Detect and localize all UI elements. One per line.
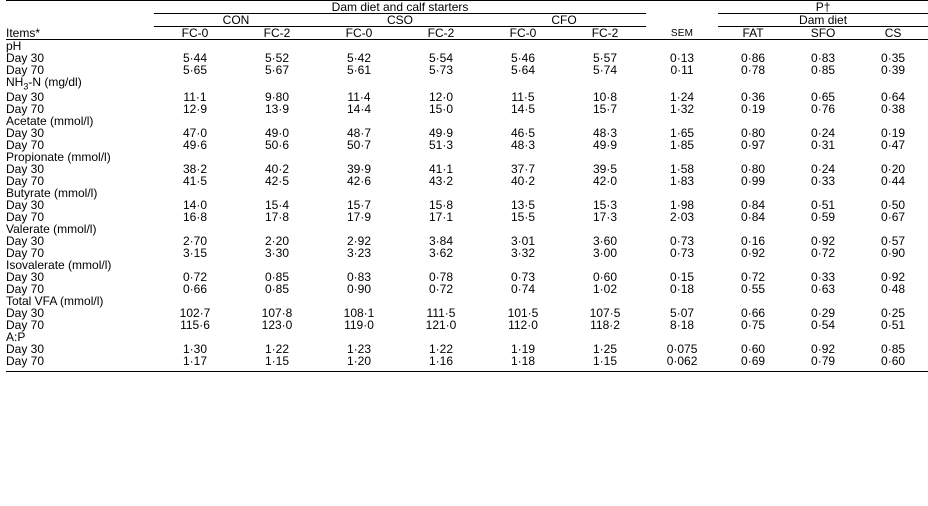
data-cell: 0·80 — [741, 126, 766, 141]
data-cell: 3·32 — [510, 246, 536, 261]
section-label: Acetate (mmol/l) — [6, 114, 94, 129]
data-cell: 49·9 — [593, 138, 618, 153]
data-cell: 11·5 — [511, 90, 535, 105]
data-cell: 123·0 — [261, 318, 293, 333]
table-row — [6, 52, 928, 64]
data-cell: 14·0 — [182, 198, 208, 213]
data-cell: 0·38 — [881, 102, 906, 117]
data-cell: 1·30 — [182, 342, 208, 357]
data-cell: 0·19 — [881, 126, 906, 141]
data-cell: 48·3 — [593, 126, 618, 141]
data-cell: 0·51 — [811, 198, 836, 213]
data-cell: 40·2 — [510, 174, 536, 189]
data-cell: 15·3 — [593, 198, 618, 213]
section-label: Isovalerate (mmol/l) — [6, 258, 112, 273]
table-row — [6, 271, 928, 283]
section-empty-cell — [482, 76, 564, 91]
data-cell: 11·4 — [347, 90, 371, 105]
data-cell: 0·66 — [741, 306, 766, 321]
data-cell: 41·5 — [182, 174, 208, 189]
row-label: Day 30 — [6, 51, 45, 65]
data-cell: 5·07 — [670, 306, 695, 321]
data-cell: 51·3 — [428, 138, 454, 153]
data-cell: 39·9 — [346, 162, 372, 177]
data-cell: 3·23 — [346, 246, 372, 261]
data-cell: 39·5 — [593, 162, 618, 177]
data-cell: 5·52 — [264, 51, 290, 65]
header-row-spanning — [6, 1, 928, 14]
row-label: Day 30 — [6, 90, 45, 105]
data-cell: 5·65 — [182, 63, 208, 77]
data-cell: 11·1 — [183, 90, 207, 105]
header-group-dam-diet: Dam diet — [718, 14, 928, 27]
data-cell: 0·63 — [811, 282, 836, 297]
header-row-groups — [6, 14, 928, 27]
data-cell: 0·83 — [346, 270, 372, 285]
data-cell: 1·24 — [670, 90, 695, 105]
data-cell: 50·7 — [346, 138, 372, 153]
data-cell: 1·20 — [346, 354, 372, 369]
section-label: Butyrate (mmol/l) — [6, 186, 98, 201]
results-table — [6, 0, 928, 372]
data-cell: 5·74 — [593, 63, 618, 77]
data-cell: 1·02 — [593, 282, 618, 297]
data-cell: 14·4 — [346, 102, 372, 117]
section-empty-cell — [646, 76, 718, 91]
row-label: Day 30 — [6, 162, 45, 177]
data-cell: 0·16 — [741, 234, 766, 249]
row-label: Day 70 — [6, 210, 45, 225]
header-dam-diet-and-calf-starters: Dam diet and calf starters — [154, 1, 646, 14]
bottom-rule-row — [6, 367, 928, 372]
table-row — [6, 235, 928, 247]
header-spacer-sem — [646, 1, 718, 14]
data-cell: 119·0 — [344, 318, 374, 333]
data-cell: 38·2 — [182, 162, 208, 177]
data-cell: 37·7 — [510, 162, 536, 177]
header-spacer-sem-2 — [646, 14, 718, 27]
data-cell: 9·80 — [264, 90, 290, 105]
data-cell: 0·36 — [741, 90, 766, 105]
data-cell: 1·85 — [670, 138, 695, 153]
data-cell: 0·92 — [811, 342, 836, 357]
data-cell: 5·57 — [593, 51, 618, 65]
row-label: Day 30 — [6, 126, 45, 141]
data-cell: 1·23 — [346, 342, 372, 357]
data-cell: 1·32 — [670, 102, 695, 117]
section-label: $NH_3-N$ (mg/dl) — [6, 75, 82, 92]
header-con-fc0: FC-0 — [154, 27, 236, 40]
data-cell: 0·062 — [666, 354, 698, 369]
row-label: Day 70 — [6, 102, 45, 117]
data-cell: 15·0 — [428, 102, 454, 117]
data-cell: 111·5 — [426, 306, 456, 321]
data-cell: 0·075 — [666, 342, 698, 357]
header-p-value: P† — [718, 1, 928, 14]
header-cfo-fc0: FC-0 — [482, 27, 564, 40]
row-label: Day 70 — [6, 318, 45, 333]
table-row — [6, 64, 928, 76]
data-cell: 0·33 — [811, 174, 836, 189]
data-cell: 14·5 — [510, 102, 536, 117]
data-cell: 0·51 — [881, 318, 906, 333]
header-cso-fc0: FC-0 — [318, 27, 400, 40]
data-cell: 112·0 — [508, 318, 538, 333]
data-cell: 1·65 — [670, 126, 695, 141]
data-cell: 48·7 — [346, 126, 372, 141]
header-spacer-2 — [6, 14, 154, 27]
data-cell: 5·64 — [510, 63, 536, 77]
section-empty-cell — [236, 76, 318, 91]
section-empty-cell — [858, 76, 928, 91]
data-cell: 42·6 — [346, 174, 372, 189]
table-row — [6, 343, 928, 355]
data-cell: 0·74 — [510, 282, 536, 297]
row-label: Day 70 — [6, 138, 45, 153]
section-empty-cell — [154, 76, 236, 91]
data-cell: 17·9 — [346, 210, 372, 225]
data-cell: 0·78 — [741, 63, 766, 77]
data-cell: 1·19 — [510, 342, 536, 357]
data-cell: 0·92 — [811, 234, 836, 249]
data-cell: 49·9 — [428, 126, 454, 141]
row-label: Day 30 — [6, 234, 45, 249]
data-cell: 48·3 — [510, 138, 536, 153]
data-cell: 15·5 — [510, 210, 536, 225]
table-body — [6, 40, 928, 368]
data-cell: 0·92 — [741, 246, 766, 261]
section-label: Propionate (mmol/l) — [6, 150, 111, 165]
data-cell: 47·0 — [182, 126, 208, 141]
table-row — [6, 91, 928, 103]
data-cell: 0·60 — [741, 342, 766, 357]
header-group-con: CON — [154, 14, 318, 27]
bottom-rule — [6, 367, 928, 372]
data-cell: 0·90 — [881, 246, 906, 261]
data-cell: 0·11 — [670, 63, 694, 77]
data-cell: 0·76 — [811, 102, 836, 117]
data-cell: 0·33 — [811, 270, 836, 285]
data-cell: 43·2 — [428, 174, 454, 189]
data-cell: 115·6 — [180, 318, 210, 333]
data-cell: 1·25 — [593, 342, 618, 357]
row-label: Day 30 — [6, 198, 45, 213]
data-cell: 3·30 — [264, 246, 290, 261]
table-section-row — [6, 187, 928, 199]
data-cell: 0·97 — [741, 138, 766, 153]
data-cell: 0·84 — [741, 210, 766, 225]
data-cell: 13·5 — [510, 198, 536, 213]
data-cell: 0·85 — [811, 63, 836, 77]
data-cell: 102·7 — [179, 306, 211, 321]
data-cell: 0·84 — [741, 198, 766, 213]
row-label: Day 70 — [6, 282, 45, 297]
table-row — [6, 355, 928, 367]
data-cell: 17·1 — [428, 210, 454, 225]
data-cell: 1·15 — [593, 354, 618, 369]
data-cell: 1·22 — [428, 342, 454, 357]
data-cell: 10·8 — [593, 90, 618, 105]
header-spacer — [6, 1, 154, 14]
data-cell: 13·9 — [264, 102, 290, 117]
data-cell: 0·72 — [428, 282, 454, 297]
section-empty-cell — [788, 76, 858, 91]
data-cell: 0·18 — [670, 282, 695, 297]
row-label: Day 70 — [6, 174, 45, 189]
row-label: Day 30 — [6, 342, 45, 357]
table-section-row — [6, 40, 928, 53]
table-section-row — [6, 76, 928, 91]
row-label: Day 70 — [6, 246, 45, 261]
data-cell: 0·90 — [346, 282, 372, 297]
data-cell: 2·70 — [182, 234, 208, 249]
data-cell: 5·46 — [510, 51, 536, 65]
data-cell: 0·66 — [182, 282, 208, 297]
section-empty-cell — [718, 76, 788, 91]
data-cell: 2·03 — [670, 210, 695, 225]
row-label: Day 70 — [6, 63, 45, 77]
data-cell: 0·72 — [741, 270, 766, 285]
data-cell: 50·6 — [264, 138, 290, 153]
data-cell: 0·79 — [811, 354, 836, 369]
section-empty-cell — [400, 76, 482, 91]
header-fat: FAT — [718, 27, 788, 40]
section-label: pH — [6, 39, 22, 53]
data-cell: 3·62 — [428, 246, 454, 261]
data-cell: 0·13 — [670, 51, 695, 65]
data-cell: 0·72 — [811, 246, 836, 261]
data-cell: 12·9 — [182, 102, 208, 117]
data-cell: 0·48 — [881, 282, 906, 297]
header-group-cso: CSO — [318, 14, 482, 27]
header-sfo: SFO — [788, 27, 858, 40]
data-cell: 5·67 — [264, 63, 290, 77]
data-cell: 42·0 — [593, 174, 618, 189]
data-cell: 3·01 — [510, 234, 536, 249]
section-label: A:P — [6, 330, 26, 345]
data-cell: 15·4 — [264, 198, 290, 213]
data-cell: 42·5 — [264, 174, 290, 189]
data-cell: 0·78 — [428, 270, 454, 285]
table-section-row — [6, 151, 928, 163]
data-cell: 1·16 — [428, 354, 454, 369]
row-label: Day 30 — [6, 306, 45, 321]
data-cell: 0·60 — [881, 354, 906, 369]
data-cell: 5·42 — [346, 51, 372, 65]
data-cell: 0·47 — [881, 138, 906, 153]
data-cell: 108·1 — [343, 306, 375, 321]
section-label: Valerate (mmol/l) — [6, 222, 97, 237]
data-cell: 0·92 — [881, 270, 906, 285]
section-empty-cell — [564, 76, 646, 91]
data-cell: 3·00 — [593, 246, 618, 261]
data-cell: 0·54 — [811, 318, 836, 333]
data-cell: 1·58 — [670, 162, 695, 177]
data-cell: 0·24 — [811, 162, 836, 177]
data-cell: 0·35 — [881, 51, 906, 65]
table-section-row — [6, 331, 928, 343]
data-cell: 0·75 — [741, 318, 766, 333]
section-empty-cell — [318, 76, 400, 91]
row-label: Day 70 — [6, 354, 45, 369]
header-row-columns — [6, 27, 928, 40]
data-cell: 0·73 — [670, 246, 695, 261]
table-section-row — [6, 223, 928, 235]
data-cell: 1·15 — [264, 354, 290, 369]
data-cell: 15·7 — [593, 102, 618, 117]
data-cell: 49·6 — [182, 138, 208, 153]
data-cell: 16·8 — [182, 210, 208, 225]
data-cell: 1·98 — [670, 198, 695, 213]
data-cell: 101·5 — [507, 306, 539, 321]
data-cell: 2·92 — [346, 234, 372, 249]
data-cell: 0·50 — [881, 198, 906, 213]
data-cell: 46·5 — [510, 126, 536, 141]
header-items: Items* — [6, 27, 154, 40]
table-row — [6, 163, 928, 175]
header-cfo-fc2: FC-2 — [564, 27, 646, 40]
data-cell: 0·99 — [741, 174, 766, 189]
section-label: Total VFA (mmol/l) — [6, 294, 104, 309]
data-cell: 1·17 — [182, 354, 208, 369]
data-cell: 0·69 — [741, 354, 766, 369]
table-row — [6, 127, 928, 139]
data-cell: 121·0 — [425, 318, 457, 333]
data-cell: 2·20 — [264, 234, 290, 249]
header-cso-fc2: FC-2 — [400, 27, 482, 40]
data-cell: 0·72 — [182, 270, 208, 285]
data-cell: 3·15 — [182, 246, 208, 261]
data-cell: 3·60 — [593, 234, 618, 249]
data-cell: 0·59 — [811, 210, 836, 225]
data-cell: 0·85 — [881, 342, 906, 357]
data-cell: 0·24 — [811, 126, 836, 141]
data-cell: 0·15 — [670, 270, 695, 285]
data-cell: 107·8 — [261, 306, 293, 321]
row-label: Day 30 — [6, 270, 45, 285]
table-section-row — [6, 295, 928, 307]
data-cell: 0·67 — [881, 210, 906, 225]
data-cell: 107·5 — [589, 306, 621, 321]
data-cell: 0·73 — [510, 270, 536, 285]
data-cell: 0·65 — [811, 90, 836, 105]
data-cell: 1·18 — [510, 354, 536, 369]
header-con-fc2: FC-2 — [236, 27, 318, 40]
table-row — [6, 307, 928, 319]
data-cell: 5·54 — [428, 51, 454, 65]
data-cell: 0·29 — [811, 306, 836, 321]
data-cell: 15·7 — [346, 198, 372, 213]
header-group-cfo: CFO — [482, 14, 646, 27]
data-cell: 12·0 — [428, 90, 454, 105]
data-cell: 8·18 — [670, 318, 695, 333]
data-cell: 0·80 — [741, 162, 766, 177]
header-cs: CS — [858, 27, 928, 40]
data-cell: 5·44 — [182, 51, 208, 65]
data-cell: 1·83 — [670, 174, 695, 189]
data-cell: 41·1 — [428, 162, 454, 177]
data-cell: 118·2 — [590, 318, 620, 333]
data-cell: 40·2 — [264, 162, 290, 177]
data-cell: 3·84 — [428, 234, 454, 249]
data-cell: 0·85 — [264, 282, 290, 297]
data-cell: 49·0 — [264, 126, 290, 141]
data-cell: 0·19 — [741, 102, 766, 117]
data-cell: 0·73 — [670, 234, 695, 249]
table-section-row — [6, 259, 928, 271]
data-cell: 17·8 — [264, 210, 290, 225]
data-cell: 5·73 — [428, 63, 454, 77]
data-cell: 0·86 — [741, 51, 766, 65]
table-section-row — [6, 115, 928, 127]
data-cell: 0·25 — [881, 306, 906, 321]
data-cell: 17·3 — [593, 210, 618, 225]
data-cell: 15·8 — [428, 198, 454, 213]
data-cell: 0·39 — [881, 63, 906, 77]
data-cell: 0·85 — [264, 270, 290, 285]
data-cell: 0·64 — [881, 90, 906, 105]
data-cell: 0·60 — [593, 270, 618, 285]
data-cell: 0·83 — [811, 51, 836, 65]
data-cell: 1·22 — [264, 342, 290, 357]
data-cell: 0·55 — [741, 282, 766, 297]
table-row — [6, 199, 928, 211]
data-cell: 5·61 — [346, 63, 372, 77]
data-cell: 0·44 — [881, 174, 906, 189]
data-cell: 0·31 — [811, 138, 836, 153]
header-sem: SEM — [646, 27, 718, 40]
data-cell: 0·57 — [881, 234, 906, 249]
data-cell: 0·20 — [881, 162, 906, 177]
